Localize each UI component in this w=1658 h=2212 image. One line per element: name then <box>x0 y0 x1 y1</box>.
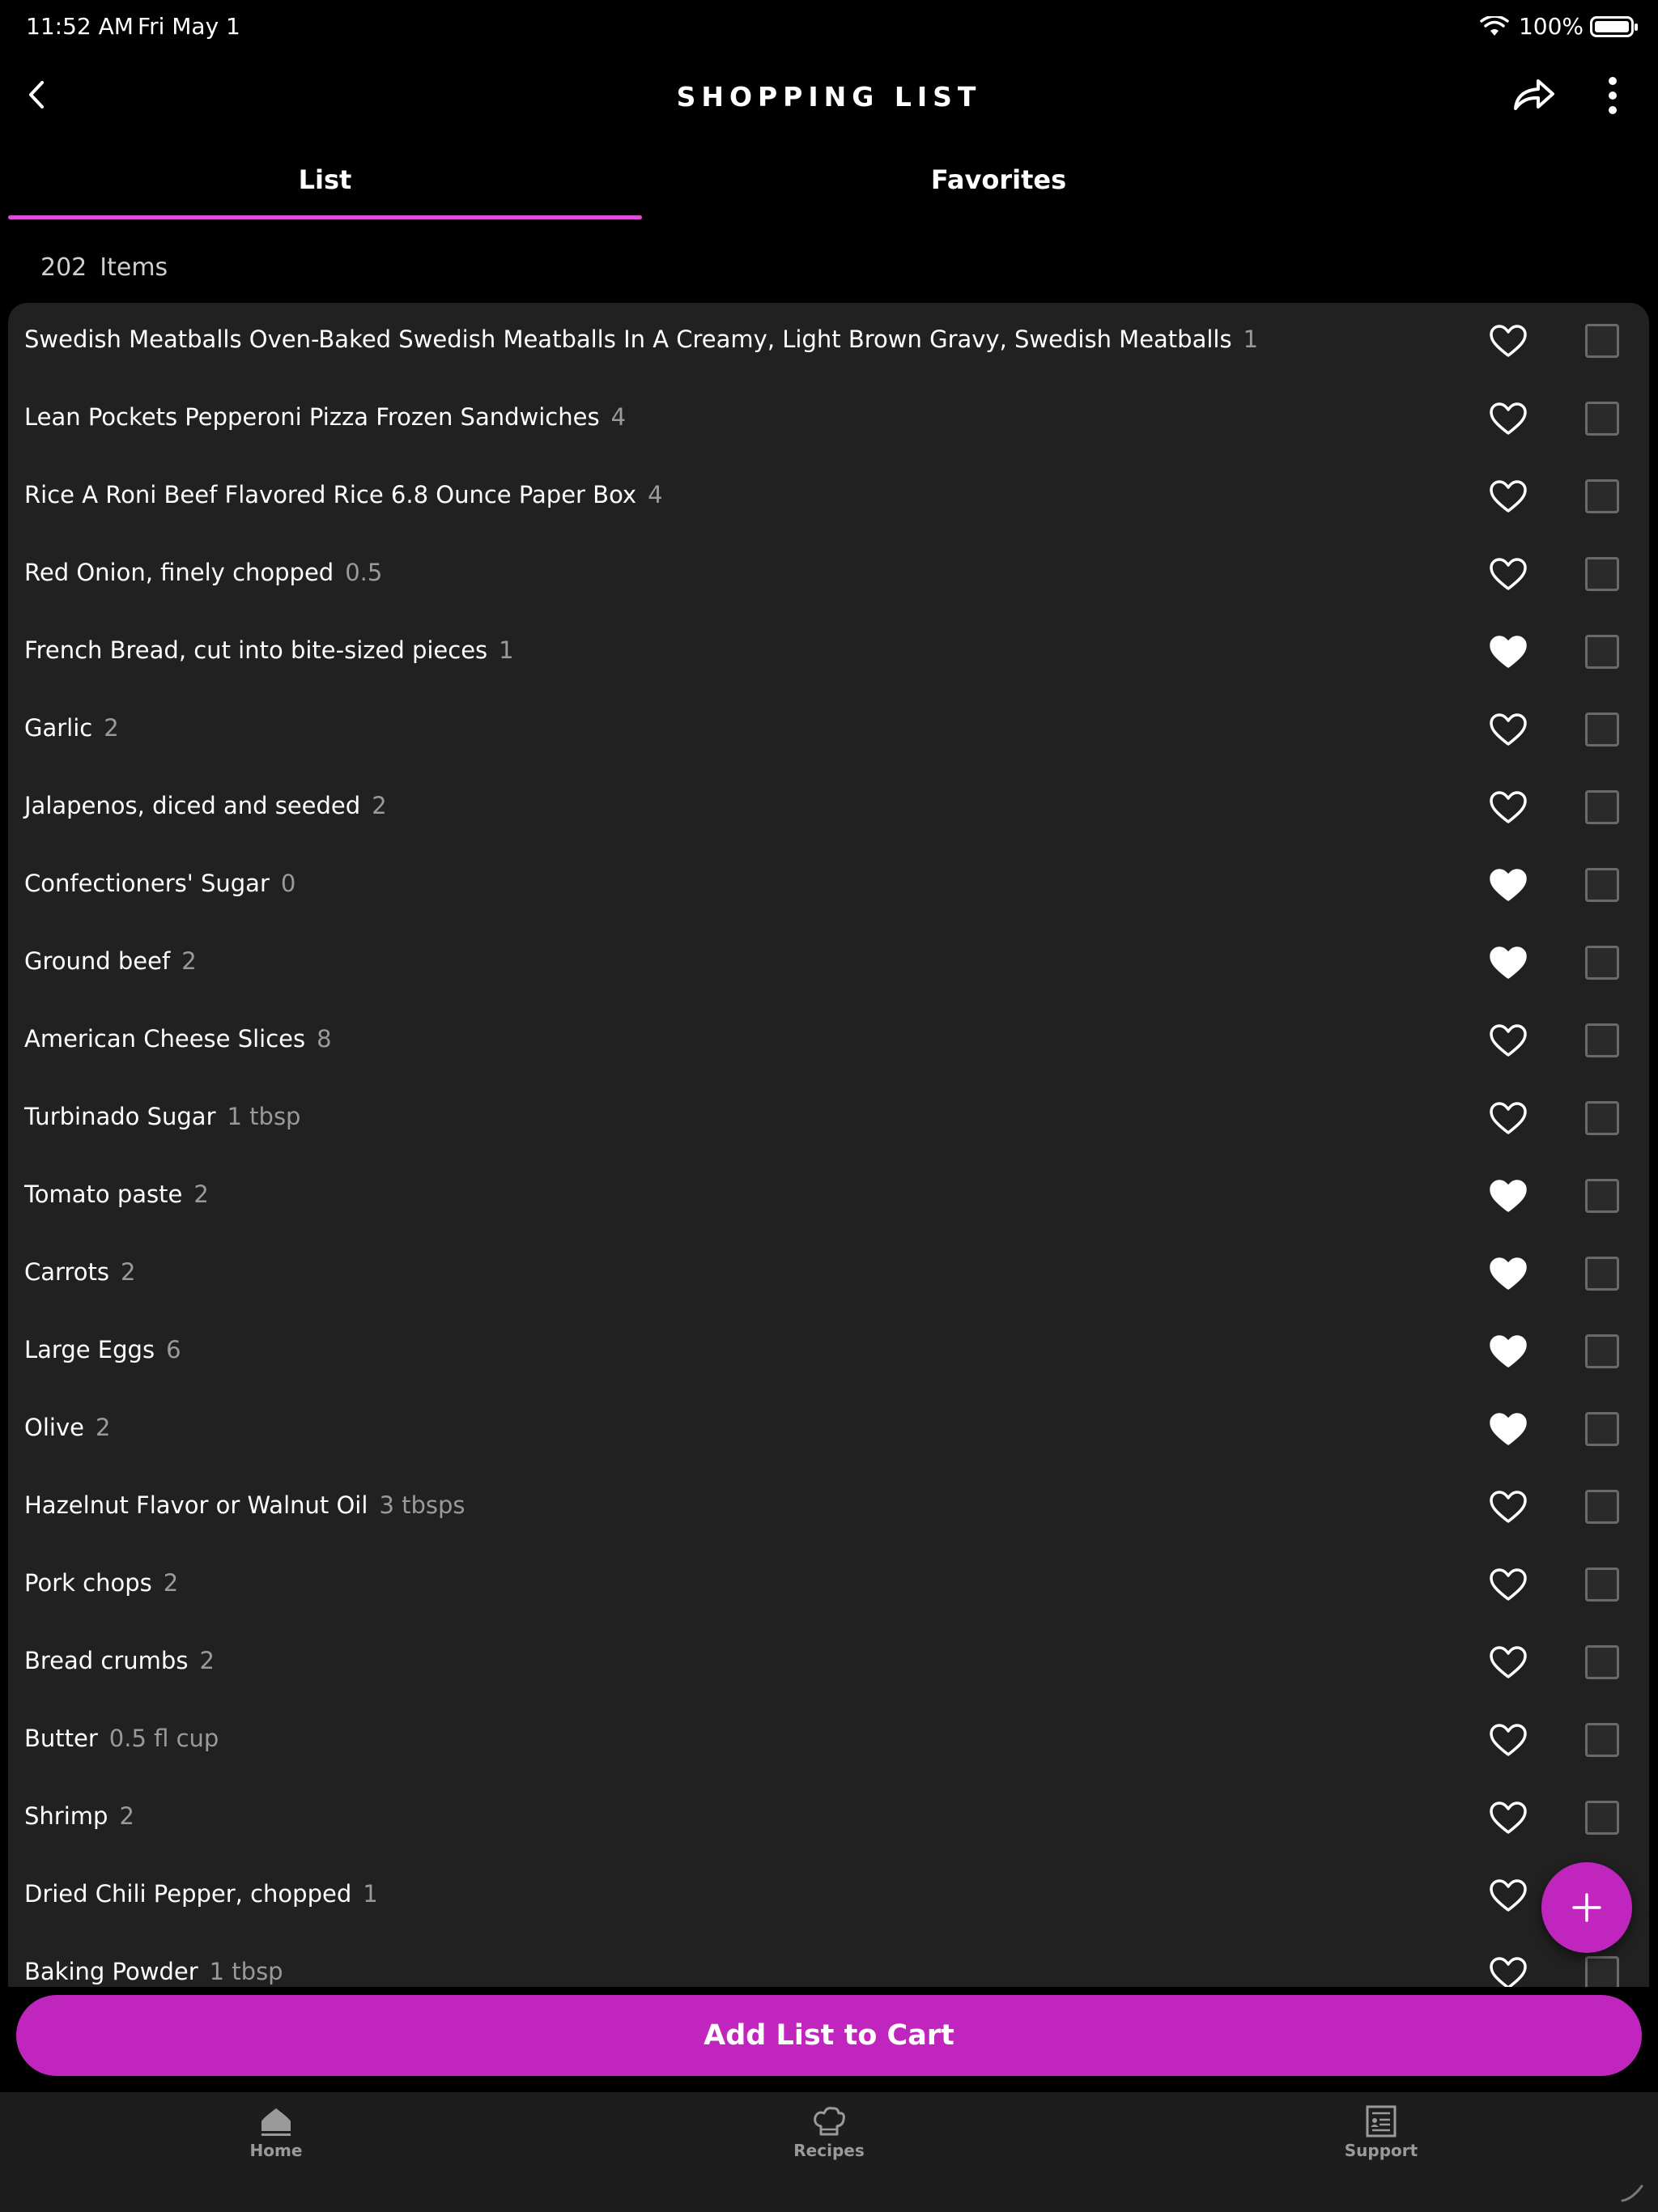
list-item-text <box>24 1336 181 1363</box>
nav-support-label: Support <box>1344 2141 1418 2160</box>
item-quantity: 4 <box>610 403 627 431</box>
heart-outline-icon[interactable] <box>1490 713 1527 747</box>
list-item-text <box>24 325 1258 353</box>
item-name: Carrots <box>24 1258 109 1286</box>
item-quantity: 6 <box>166 1336 181 1363</box>
list-item[interactable] <box>8 458 1649 536</box>
nav-recipes-label: Recipes <box>793 2141 865 2160</box>
list-item[interactable] <box>8 1780 1649 1857</box>
list-item-text <box>24 1103 300 1130</box>
list-item[interactable] <box>8 847 1649 925</box>
heart-filled-icon[interactable] <box>1490 868 1527 902</box>
list-item[interactable] <box>8 381 1649 458</box>
list-item-text <box>24 1491 466 1519</box>
item-quantity: 1 <box>499 636 514 664</box>
item-quantity: 1 tbsp <box>227 1103 301 1130</box>
heart-filled-icon[interactable] <box>1490 1334 1527 1368</box>
list-item[interactable] <box>8 303 1649 381</box>
list-item[interactable] <box>8 925 1649 1002</box>
item-checkbox[interactable] <box>1585 1568 1619 1602</box>
list-item[interactable] <box>8 1469 1649 1546</box>
list-item-text <box>24 1414 110 1441</box>
heart-outline-icon[interactable] <box>1490 479 1527 513</box>
list-item[interactable] <box>8 1857 1649 1935</box>
home-icon <box>258 2104 294 2139</box>
list-item[interactable] <box>8 1624 1649 1702</box>
nav-home-label: Home <box>249 2141 303 2160</box>
list-item-text <box>24 1880 378 1908</box>
battery-percent: 100% <box>1518 13 1584 40</box>
nav-recipes[interactable] <box>764 2104 894 2160</box>
item-checkbox[interactable] <box>1585 713 1619 747</box>
item-quantity: 2 <box>193 1180 209 1208</box>
item-quantity: 3 tbsps <box>379 1491 466 1519</box>
list-item[interactable] <box>8 1546 1649 1624</box>
shopping-list <box>8 303 1649 1987</box>
list-item-text <box>24 1725 219 1752</box>
item-checkbox[interactable] <box>1585 402 1619 436</box>
heart-outline-icon[interactable] <box>1490 1878 1527 1912</box>
tab-favorites[interactable]: Favorites <box>930 164 1067 195</box>
status-date: Fri May 1 <box>138 13 240 40</box>
item-checkbox[interactable] <box>1585 635 1619 669</box>
item-name: Pork chops <box>24 1569 152 1597</box>
nav-home[interactable] <box>211 2104 341 2160</box>
status-bar <box>0 0 1658 52</box>
tab-bar <box>0 146 1658 220</box>
list-item-text <box>24 1025 332 1053</box>
list-item-text <box>24 403 626 431</box>
item-name: Dried Chili Pepper, chopped <box>24 1880 352 1908</box>
list-item[interactable] <box>8 1935 1649 1987</box>
list-item-text <box>24 714 119 742</box>
list-item-text <box>24 1180 209 1208</box>
item-checkbox[interactable] <box>1585 1334 1619 1368</box>
nav-support[interactable] <box>1316 2104 1446 2160</box>
list-item-text <box>24 1258 135 1286</box>
heart-outline-icon[interactable] <box>1490 1101 1527 1135</box>
item-name: Bread crumbs <box>24 1647 189 1674</box>
tab-list[interactable]: List <box>298 164 352 195</box>
heart-outline-icon[interactable] <box>1490 557 1527 591</box>
item-checkbox[interactable] <box>1585 790 1619 824</box>
list-item-text <box>24 636 514 664</box>
list-item-text <box>24 1958 283 1985</box>
list-item[interactable] <box>8 1236 1649 1313</box>
item-checkbox[interactable] <box>1585 557 1619 591</box>
heart-filled-icon[interactable] <box>1490 635 1527 669</box>
plus-icon <box>1571 1891 1603 1924</box>
list-item-text <box>24 870 295 897</box>
item-count <box>40 253 181 282</box>
heart-filled-icon[interactable] <box>1490 1179 1527 1213</box>
item-name: Baking Powder <box>24 1958 198 1985</box>
more-options-icon[interactable] <box>1596 74 1629 117</box>
item-checkbox[interactable] <box>1585 1956 1619 1987</box>
heart-outline-icon[interactable] <box>1490 1568 1527 1602</box>
item-name: Swedish Meatballs Oven-Baked Swedish Meatballs In A Creamy, Light Brown Gravy, Swedish Meatballs <box>24 325 1232 353</box>
heart-outline-icon[interactable] <box>1490 1645 1527 1679</box>
item-name: Jalapenos, diced and seeded <box>24 792 361 819</box>
item-quantity: 8 <box>317 1025 332 1053</box>
item-name: Hazelnut Flavor or Walnut Oil <box>24 1491 368 1519</box>
item-checkbox[interactable] <box>1585 1023 1619 1057</box>
item-quantity: 1 tbsp <box>209 1958 283 1985</box>
list-item[interactable] <box>8 769 1649 847</box>
heart-outline-icon[interactable] <box>1490 1723 1527 1757</box>
heart-outline-icon[interactable] <box>1490 1801 1527 1835</box>
item-name: Tomato paste <box>24 1180 183 1208</box>
status-time: 11:52 AM <box>26 13 134 40</box>
wifi-icon <box>1480 16 1509 37</box>
item-name: Garlic <box>24 714 93 742</box>
item-quantity: 2 <box>199 1647 215 1674</box>
item-quantity: 2 <box>163 1569 179 1597</box>
item-count-number: 202 <box>40 253 87 282</box>
list-item[interactable] <box>8 1080 1649 1158</box>
heart-filled-icon[interactable] <box>1490 946 1527 980</box>
item-name: Shrimp <box>24 1802 108 1830</box>
item-checkbox[interactable] <box>1585 868 1619 902</box>
list-item-text <box>24 947 197 975</box>
list-item-text <box>24 1569 178 1597</box>
item-name: Turbinado Sugar <box>24 1103 216 1130</box>
heart-outline-icon[interactable] <box>1490 402 1527 436</box>
heart-outline-icon[interactable] <box>1490 1490 1527 1524</box>
nav-bar <box>0 52 1658 141</box>
heart-outline-icon[interactable] <box>1490 324 1527 358</box>
chef-hat-icon <box>811 2104 847 2139</box>
item-quantity: 2 <box>372 792 387 819</box>
heart-outline-icon[interactable] <box>1490 1956 1527 1987</box>
item-checkbox[interactable] <box>1585 1412 1619 1446</box>
item-count-label: Items <box>100 253 168 282</box>
item-name: French Bread, cut into bite-sized pieces <box>24 636 488 664</box>
item-name: Large Eggs <box>24 1336 155 1363</box>
list-item[interactable] <box>8 614 1649 691</box>
item-quantity: 4 <box>648 481 663 508</box>
list-item[interactable] <box>8 1158 1649 1236</box>
item-checkbox[interactable] <box>1585 1645 1619 1679</box>
item-checkbox[interactable] <box>1585 324 1619 358</box>
battery-icon <box>1590 16 1634 37</box>
item-name: Confectioners' Sugar <box>24 870 270 897</box>
item-quantity: 1 <box>363 1880 378 1908</box>
heart-outline-icon[interactable] <box>1490 1023 1527 1057</box>
item-checkbox[interactable] <box>1585 1801 1619 1835</box>
item-quantity: 2 <box>119 1802 134 1830</box>
item-name: Ground beef <box>24 947 171 975</box>
item-quantity: 2 <box>120 1258 136 1286</box>
list-item[interactable] <box>8 1002 1649 1080</box>
item-quantity: 0.5 <box>345 559 383 586</box>
item-checkbox[interactable] <box>1585 1257 1619 1291</box>
bottom-nav <box>0 2092 1658 2212</box>
item-checkbox[interactable] <box>1585 1723 1619 1757</box>
item-checkbox[interactable] <box>1585 1179 1619 1213</box>
item-name: American Cheese Slices <box>24 1025 306 1053</box>
item-name: Rice A Roni Beef Flavored Rice 6.8 Ounce Paper Box <box>24 481 637 508</box>
item-quantity: 2 <box>104 714 119 742</box>
list-item[interactable] <box>8 536 1649 614</box>
list-item-text <box>24 559 382 586</box>
item-quantity: 2 <box>181 947 197 975</box>
item-quantity: 0 <box>280 870 296 897</box>
item-quantity: 2 <box>95 1414 111 1441</box>
page-title: SHOPPING LIST <box>676 81 982 113</box>
resize-handle-icon <box>1619 2183 1645 2202</box>
list-item[interactable] <box>8 691 1649 769</box>
share-icon[interactable] <box>1511 74 1558 115</box>
heart-outline-icon[interactable] <box>1490 790 1527 824</box>
item-name: Lean Pockets Pepperoni Pizza Frozen Sandwiches <box>24 403 600 431</box>
item-name: Butter <box>24 1725 98 1752</box>
item-checkbox[interactable] <box>1585 1490 1619 1524</box>
list-item[interactable] <box>8 1391 1649 1469</box>
list-item[interactable] <box>8 1313 1649 1391</box>
list-item-text <box>24 1802 134 1830</box>
item-name: Olive <box>24 1414 84 1441</box>
active-tab-indicator <box>8 215 642 219</box>
status-right <box>1480 13 1584 40</box>
support-icon <box>1363 2104 1399 2139</box>
list-item-text <box>24 792 387 819</box>
heart-filled-icon[interactable] <box>1490 1412 1527 1446</box>
item-quantity: 0.5 fl cup <box>108 1725 219 1752</box>
add-list-to-cart-button[interactable]: Add List to Cart <box>16 1995 1642 2076</box>
list-item-text <box>24 481 663 508</box>
item-checkbox[interactable] <box>1585 946 1619 980</box>
item-name: Red Onion, finely chopped <box>24 559 334 586</box>
list-item-text <box>24 1647 215 1674</box>
list-item[interactable] <box>8 1702 1649 1780</box>
heart-filled-icon[interactable] <box>1490 1257 1527 1291</box>
item-checkbox[interactable] <box>1585 1101 1619 1135</box>
add-item-button[interactable] <box>1541 1862 1632 1953</box>
item-checkbox[interactable] <box>1585 479 1619 513</box>
item-quantity: 1 <box>1243 325 1259 353</box>
